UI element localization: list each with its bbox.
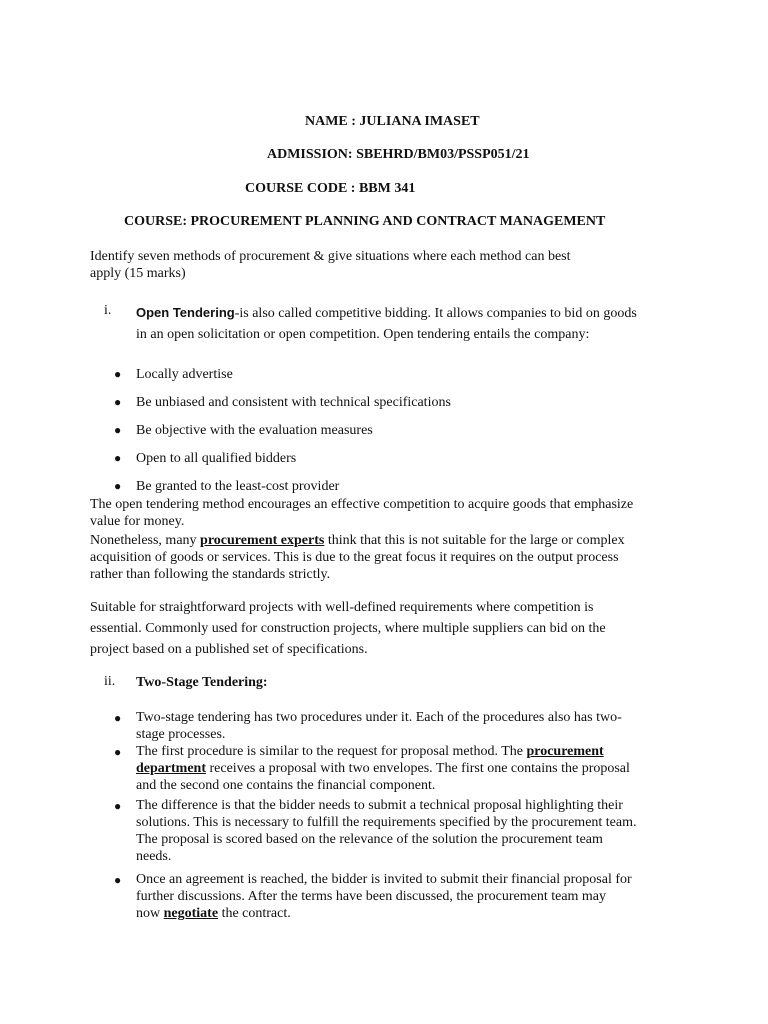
- bullet-dot: ●: [114, 873, 122, 887]
- bullet-dot: ●: [114, 395, 122, 409]
- procurement-department-link[interactable]: procurement: [526, 744, 604, 759]
- list-item: Be granted to the least-cost provider: [136, 479, 340, 494]
- bullet-dot: ●: [114, 367, 122, 381]
- admission-number: ADMISSION: SBEHRD/BM03/PSSP051/21: [267, 147, 530, 162]
- bullet-dot: ●: [114, 479, 122, 493]
- section-1-paragraph-3: Suitable for straightforward projects with well-defined requirements where competition is essential. Commonly used for construction projects, where multiple suppliers can bid on the project based on a published set of specifications.: [90, 600, 606, 657]
- student-name: NAME : JULIANA IMASET: [305, 114, 480, 129]
- section-1-intro: [136, 302, 676, 345]
- section-2-numeral: ii.: [104, 674, 116, 689]
- list-item: Two-stage tendering has two procedures under it. Each of the procedures also has two- stage processes.: [136, 710, 622, 742]
- section-2-title: Two-Stage Tendering:: [136, 675, 268, 690]
- section-1-numeral: i.: [104, 303, 112, 318]
- procurement-experts-link[interactable]: procurement experts: [200, 533, 325, 548]
- course-code: COURSE CODE : BBM 341: [245, 181, 416, 196]
- negotiate-link[interactable]: negotiate: [163, 906, 219, 921]
- section-1-intro-line-1: Open Tendering-is also called competitive bidding. It allows companies to bid on goods: [136, 305, 637, 321]
- list-item: Be unbiased and consistent with technical specifications: [136, 395, 451, 410]
- bullet-dot: ●: [114, 745, 122, 759]
- bullet-dot: ●: [114, 711, 122, 725]
- bullet-dot: ●: [114, 799, 122, 813]
- section-1-paragraph-1: The open tendering method encourages an effective competition to acquire goods that emphasize value for money.: [90, 497, 634, 529]
- section-1-title: Open Tendering: [136, 305, 235, 320]
- bullet-dot: ●: [114, 451, 122, 465]
- list-item: The difference is that the bidder needs to submit a technical proposal highlighting their solutions. This is necessary to fulfill the requirements specified by the procurement team. The proposal is scored based on the relevance of the solution the procurement team needs.: [136, 798, 637, 864]
- procurement-department-link-cont[interactable]: department: [136, 761, 206, 776]
- list-item: The first procedure is similar to the request for proposal method. The procurement department receives a proposal with two envelopes. The first one contains the proposal and the second one contains the financial component.: [136, 744, 630, 793]
- list-item: Locally advertise: [136, 367, 233, 382]
- question-line-1: Identify seven methods of procurement & give situations where each method can best: [90, 249, 571, 264]
- list-item: Once an agreement is reached, the bidder is invited to submit their financial proposal for further discussions. After the terms have been discussed, the procurement team may now negotiate the contract.: [136, 872, 632, 921]
- section-1-intro-line-2: in an open solicitation or open competition. Open tendering entails the company:: [136, 327, 590, 342]
- bullet-dot: ●: [114, 423, 122, 437]
- question-line-2: apply (15 marks): [90, 266, 186, 281]
- course-title: COURSE: PROCUREMENT PLANNING AND CONTRACT MANAGEMENT: [124, 214, 606, 229]
- list-item: Be objective with the evaluation measures: [136, 423, 373, 438]
- list-item: Open to all qualified bidders: [136, 451, 297, 466]
- section-1-paragraph-2: Nonetheless, many procurement experts think that this is not suitable for the large or complex acquisition of goods or services. This is due to the great focus it requires on the output process rather than following the standards strictly.: [90, 533, 625, 582]
- question-text: [90, 248, 680, 282]
